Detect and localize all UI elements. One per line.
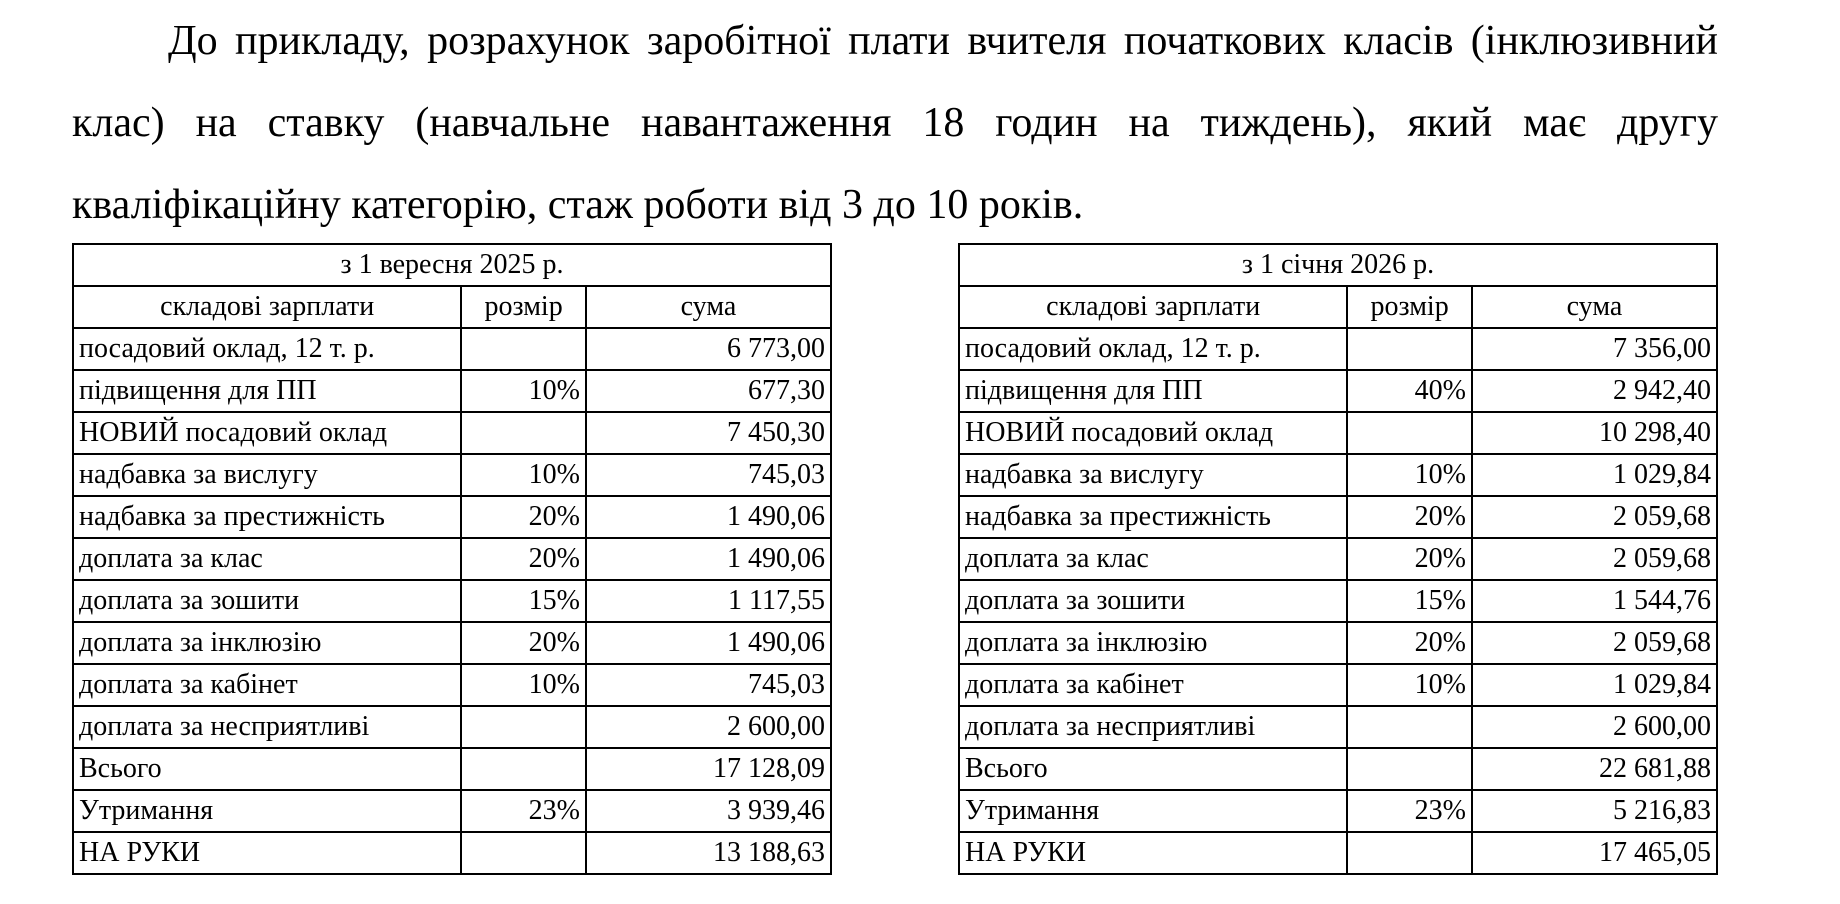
row-component-name: доплата за клас [73, 538, 461, 580]
row-sum-value: 2 059,68 [1472, 538, 1717, 580]
column-header-sum: сума [1472, 286, 1717, 328]
row-component-name: доплата за зошити [73, 580, 461, 622]
row-component-name: доплата за інклюзію [959, 622, 1347, 664]
row-component-name: Всього [959, 748, 1347, 790]
row-component-name: доплата за кабінет [959, 664, 1347, 706]
row-size-value: 20% [1347, 538, 1472, 580]
row-sum-value: 5 216,83 [1472, 790, 1717, 832]
row-size-value: 10% [461, 454, 586, 496]
row-sum-value: 1 117,55 [586, 580, 831, 622]
row-size-value: 20% [461, 622, 586, 664]
row-component-name: надбавка за вислугу [959, 454, 1347, 496]
row-sum-value: 10 298,40 [1472, 412, 1717, 454]
row-sum-value: 1 490,06 [586, 496, 831, 538]
intro-paragraph: До прикладу, розрахунок заробітної плати вчителя початкових класів (інклюзивний клас) на ставку (навчальне навантаження 18 годин на тиждень), який має другу кваліфікаційну категорію, стаж роботи від 3 до 10 років. [72, 18, 1718, 228]
row-sum-value: 17 128,09 [586, 748, 831, 790]
row-sum-value: 745,03 [586, 664, 831, 706]
table-row [959, 412, 1717, 454]
row-component-name: Утримання [959, 790, 1347, 832]
row-size-value [1347, 748, 1472, 790]
table-row [959, 454, 1717, 496]
row-size-value: 20% [1347, 496, 1472, 538]
row-size-value: 20% [461, 496, 586, 538]
row-component-name: Всього [73, 748, 461, 790]
row-size-value [1347, 832, 1472, 874]
row-component-name: Утримання [73, 790, 461, 832]
column-header-sum: сума [586, 286, 831, 328]
column-header-size: розмір [461, 286, 586, 328]
table-row [959, 832, 1717, 874]
row-sum-value: 7 450,30 [586, 412, 831, 454]
row-component-name: надбавка за престижність [959, 496, 1347, 538]
row-sum-value: 13 188,63 [586, 832, 831, 874]
row-component-name: підвищення для ПП [73, 370, 461, 412]
row-sum-value: 2 600,00 [1472, 706, 1717, 748]
row-component-name: доплата за несприятливі [73, 706, 461, 748]
table-row [73, 328, 831, 370]
column-header-component: складові зарплати [959, 286, 1347, 328]
row-size-value [461, 706, 586, 748]
table-row [959, 328, 1717, 370]
row-size-value: 23% [1347, 790, 1472, 832]
table-row [73, 538, 831, 580]
table-row [73, 706, 831, 748]
table-row [73, 790, 831, 832]
row-size-value: 23% [461, 790, 586, 832]
row-size-value [461, 832, 586, 874]
row-size-value: 10% [1347, 664, 1472, 706]
table-row [73, 748, 831, 790]
salary-table-september-2025 [72, 243, 832, 875]
row-sum-value: 7 356,00 [1472, 328, 1717, 370]
table-title: з 1 вересня 2025 р. [73, 244, 831, 286]
row-component-name: підвищення для ПП [959, 370, 1347, 412]
row-sum-value: 677,30 [586, 370, 831, 412]
table-row [959, 580, 1717, 622]
row-sum-value: 2 942,40 [1472, 370, 1717, 412]
row-component-name: доплата за несприятливі [959, 706, 1347, 748]
row-sum-value: 17 465,05 [1472, 832, 1717, 874]
column-header-size: розмір [1347, 286, 1472, 328]
table-title-row [73, 244, 831, 286]
table-row [959, 664, 1717, 706]
row-size-value [461, 412, 586, 454]
table-row [73, 454, 831, 496]
row-component-name: доплата за зошити [959, 580, 1347, 622]
row-component-name: НА РУКИ [73, 832, 461, 874]
row-component-name: доплата за інклюзію [73, 622, 461, 664]
table-row [959, 622, 1717, 664]
table-row [959, 790, 1717, 832]
row-component-name: НОВИЙ посадовий оклад [959, 412, 1347, 454]
row-size-value: 15% [1347, 580, 1472, 622]
table-row [959, 748, 1717, 790]
row-sum-value: 2 600,00 [586, 706, 831, 748]
table-row [73, 664, 831, 706]
row-size-value: 10% [461, 664, 586, 706]
row-component-name: доплата за кабінет [73, 664, 461, 706]
row-size-value: 40% [1347, 370, 1472, 412]
table-row [959, 538, 1717, 580]
table-header-row [73, 286, 831, 328]
row-component-name: надбавка за престижність [73, 496, 461, 538]
table-row [73, 370, 831, 412]
row-size-value [1347, 328, 1472, 370]
row-sum-value: 22 681,88 [1472, 748, 1717, 790]
salary-table-january-2026 [958, 243, 1718, 875]
table-title-row [959, 244, 1717, 286]
row-size-value [1347, 412, 1472, 454]
column-header-component: складові зарплати [73, 286, 461, 328]
table-row [73, 496, 831, 538]
table-row [959, 370, 1717, 412]
table-row [73, 412, 831, 454]
row-sum-value: 3 939,46 [586, 790, 831, 832]
table-row [959, 496, 1717, 538]
row-size-value: 20% [461, 538, 586, 580]
row-sum-value: 2 059,68 [1472, 496, 1717, 538]
row-component-name: посадовий оклад, 12 т. р. [959, 328, 1347, 370]
row-component-name: доплата за клас [959, 538, 1347, 580]
row-size-value [1347, 706, 1472, 748]
table-title: з 1 січня 2026 р. [959, 244, 1717, 286]
row-size-value [461, 328, 586, 370]
row-size-value [461, 748, 586, 790]
row-sum-value: 745,03 [586, 454, 831, 496]
table-row [73, 832, 831, 874]
row-sum-value: 1 544,76 [1472, 580, 1717, 622]
row-size-value: 20% [1347, 622, 1472, 664]
row-sum-value: 1 490,06 [586, 538, 831, 580]
row-sum-value: 6 773,00 [586, 328, 831, 370]
row-component-name: надбавка за вислугу [73, 454, 461, 496]
row-sum-value: 2 059,68 [1472, 622, 1717, 664]
row-sum-value: 1 490,06 [586, 622, 831, 664]
table-header-row [959, 286, 1717, 328]
row-size-value: 15% [461, 580, 586, 622]
row-sum-value: 1 029,84 [1472, 664, 1717, 706]
row-component-name: НА РУКИ [959, 832, 1347, 874]
row-sum-value: 1 029,84 [1472, 454, 1717, 496]
row-size-value: 10% [461, 370, 586, 412]
table-row [73, 622, 831, 664]
row-size-value: 10% [1347, 454, 1472, 496]
table-row [959, 706, 1717, 748]
row-component-name: НОВИЙ посадовий оклад [73, 412, 461, 454]
table-row [73, 580, 831, 622]
row-component-name: посадовий оклад, 12 т. р. [73, 328, 461, 370]
